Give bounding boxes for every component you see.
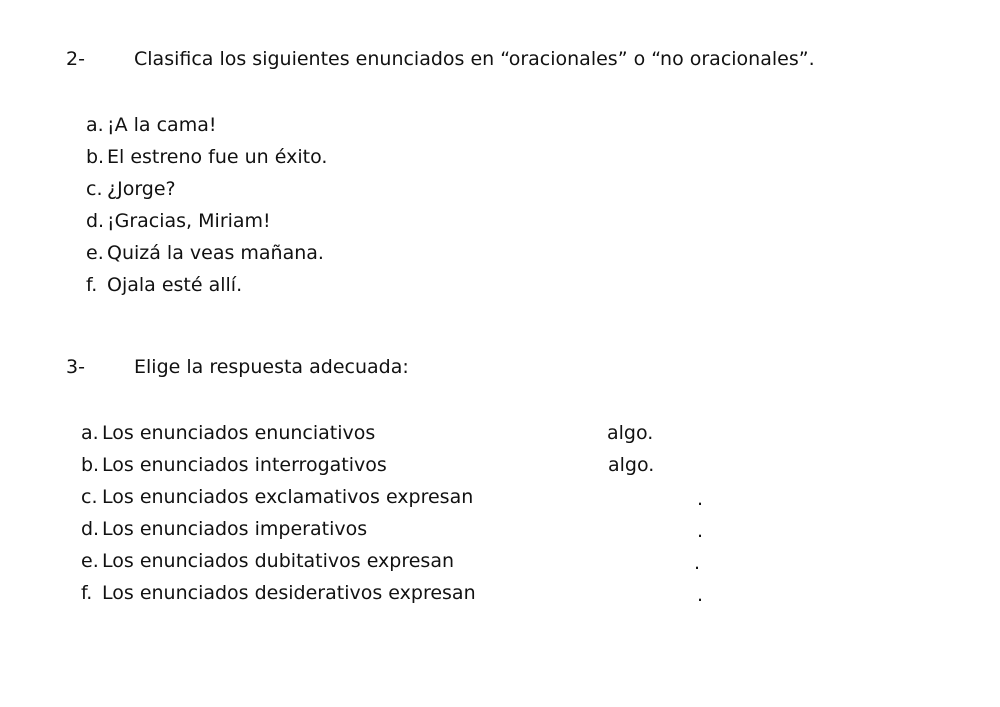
item-ending: algo. (607, 422, 654, 444)
item-ending: . (697, 584, 704, 606)
item-text: ¡A la cama! (107, 114, 217, 136)
item-letter: a. (86, 114, 104, 136)
item-letter: d. (81, 518, 100, 540)
item-letter: c. (86, 178, 103, 200)
item-text: Los enunciados dubitativos expresan (102, 550, 455, 572)
item-letter: a. (81, 422, 99, 444)
question-2-instruction: Clasifica los siguientes enunciados en “oracionales” o “no oracionales”. (134, 48, 815, 70)
item-text: Ojala esté allí. (107, 274, 243, 296)
question-2-number: 2- (66, 48, 85, 70)
item-text: Los enunciados exclamativos expresan (102, 486, 474, 508)
list-item (86, 113, 216, 137)
question-3-number: 3- (66, 356, 85, 378)
item-text: El estreno fue un éxito. (107, 146, 328, 168)
item-text: Quizá la veas mañana. (107, 242, 324, 264)
list-item (81, 421, 375, 445)
item-ending: . (697, 488, 704, 510)
item-letter: d. (86, 210, 105, 232)
item-ending: . (694, 552, 701, 574)
item-text: Los enunciados interrogativos (102, 454, 387, 476)
item-text: ¡Gracias, Miriam! (107, 210, 271, 232)
item-ending: . (697, 520, 704, 542)
list-item (86, 273, 242, 297)
item-letter: b. (81, 454, 100, 476)
list-item (86, 145, 327, 169)
item-text: ¿Jorge? (107, 178, 176, 200)
list-item (81, 485, 473, 509)
item-ending: algo. (608, 454, 655, 476)
item-letter: e. (86, 242, 104, 264)
question-3-instruction: Elige la respuesta adecuada: (134, 356, 409, 378)
list-item (86, 241, 324, 265)
list-item (81, 581, 476, 605)
item-letter: f. (81, 582, 93, 604)
list-item (81, 453, 387, 477)
item-letter: e. (81, 550, 99, 572)
item-letter: c. (81, 486, 98, 508)
list-item (86, 209, 271, 233)
item-letter: f. (86, 274, 98, 296)
item-letter: b. (86, 146, 105, 168)
item-text: Los enunciados desiderativos expresan (102, 582, 476, 604)
item-text: Los enunciados imperativos (102, 518, 368, 540)
list-item (81, 517, 367, 541)
item-text: Los enunciados enunciativos (102, 422, 376, 444)
list-item (81, 549, 454, 573)
list-item (86, 177, 176, 201)
